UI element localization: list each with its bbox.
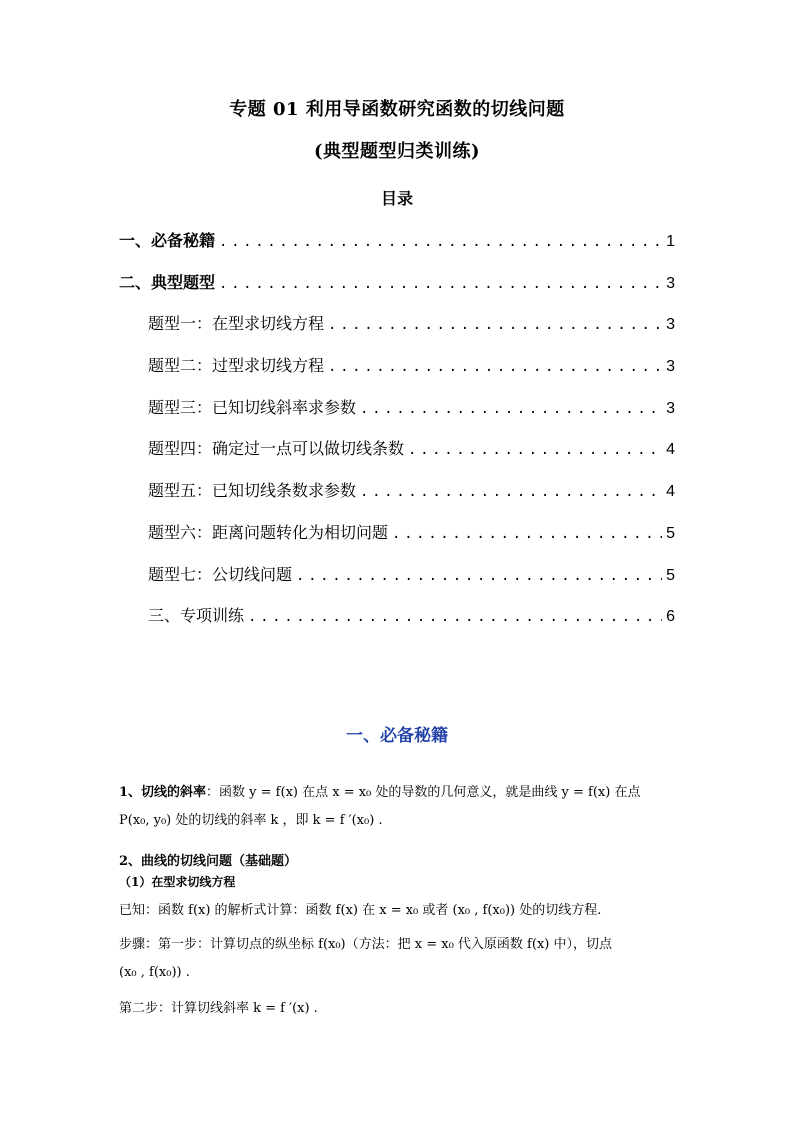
toc-entry-label: 题型三：已知切线斜率求参数 (148, 397, 357, 417)
toc-entry[interactable] (119, 562, 675, 604)
paragraph-line: 第二步：计算切线斜率 k = f ′(x) . (119, 1001, 318, 1016)
paragraph-tangent-slope (119, 783, 679, 831)
toc-leader-dots (219, 229, 662, 255)
paragraph-tangent-problem (119, 852, 679, 892)
paragraph-subheading: （1）在型求切线方程 (119, 875, 236, 889)
toc-entry[interactable] (119, 520, 675, 562)
toc-leader-dots (408, 437, 662, 463)
toc-entry[interactable] (119, 311, 675, 353)
paragraph-step-two (119, 999, 679, 1019)
toc-entry-page: 3 (666, 358, 675, 376)
table-of-contents (119, 228, 675, 645)
toc-entry-page: 5 (666, 566, 675, 584)
toc-leader-dots (248, 604, 662, 630)
toc-entry-page: 3 (666, 316, 675, 334)
toc-entry-page: 1 (666, 233, 675, 250)
toc-entry-page: 6 (666, 608, 675, 626)
toc-entry-label: 题型七：公切线问题 (148, 564, 293, 584)
paragraph-text: ：函数 y = f(x) 在点 x = x₀ 处的导数的几何意义，就是曲线 y = f(x) 在点 (206, 785, 641, 800)
toc-entry-label: 题型五：已知切线条数求参数 (148, 481, 357, 501)
toc-entry-page: 3 (666, 399, 675, 417)
toc-entry-label: 二、典型题型 (119, 272, 216, 292)
toc-entry-page: 3 (666, 274, 675, 292)
toc-leader-dots (328, 354, 662, 380)
toc-entry-label: 题型四：确定过一点可以做切线条数 (148, 439, 405, 459)
toc-entry[interactable] (119, 436, 675, 478)
toc-leader-dots (392, 521, 662, 547)
document-title: 专题 01 利用导函数研究函数的切线问题 (229, 99, 565, 120)
toc-entry-page: 5 (666, 524, 675, 542)
toc-leader-dots (328, 312, 662, 338)
toc-entry-page: 4 (666, 483, 675, 501)
line-spacer (119, 955, 679, 963)
paragraph-line: P(x₀, y₀) 处的切线的斜率 k ，即 k = f ′(x₀) . (119, 813, 383, 828)
toc-entry-label: 题型二：过型求切线方程 (148, 356, 325, 376)
paragraph-line: 已知：函数 f(x) 的解析式计算：函数 f(x) 在 x = x₀ 或者 (x₀ , f(x₀)) 处的切线方程. (119, 903, 602, 918)
section-heading: 一、必备秘籍 (346, 726, 448, 746)
document-subtitle: (典型题型归类训练) (313, 141, 481, 162)
paragraph-known (119, 901, 679, 921)
toc-entry[interactable] (119, 228, 675, 270)
toc-leader-dots (360, 479, 662, 505)
toc-entry[interactable] (119, 603, 675, 645)
paragraph-line: (x₀ , f(x₀)) . (119, 965, 190, 980)
toc-entry-page: 4 (666, 441, 675, 459)
paragraph-line (119, 783, 679, 803)
toc-entry[interactable] (119, 395, 675, 437)
paragraph-heading: 2、曲线的切线问题（基础题） (119, 854, 298, 869)
toc-entry-label: 题型一：在型求切线方程 (148, 314, 325, 334)
toc-entry[interactable] (119, 353, 675, 395)
paragraph-lead: 1、切线的斜率 (119, 785, 207, 800)
paragraph-steps (119, 935, 679, 983)
toc-leader-dots (360, 396, 662, 422)
toc-leader-dots (219, 271, 662, 297)
toc-entry-label: 一、必备秘籍 (119, 231, 216, 250)
toc-entry-label: 三、专项训练 (148, 606, 245, 626)
toc-heading: 目录 (380, 189, 413, 208)
toc-entry[interactable] (119, 270, 675, 312)
toc-leader-dots (296, 563, 662, 589)
paragraph-line: 步骤：第一步：计算切点的纵坐标 f(x₀)（方法：把 x = x₀ 代入原函数 f(x) 中），切点 (119, 937, 612, 952)
toc-entry-label: 题型六：距离问题转化为相切问题 (148, 522, 389, 542)
line-spacer (119, 803, 679, 811)
toc-entry[interactable] (119, 478, 675, 520)
